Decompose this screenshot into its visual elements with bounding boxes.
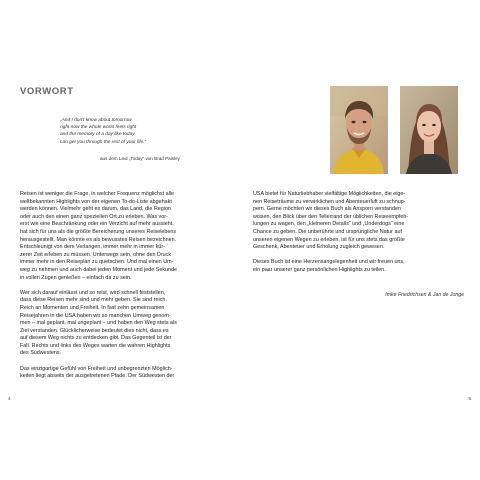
author-signature: Imke Friedrichsen & Jan de Jonge [385, 292, 464, 298]
page-number-right: 5 [468, 397, 471, 402]
right-page [240, 0, 480, 480]
woman-portrait-image [400, 86, 458, 174]
text-line: Das einzigartige Gefühl von Freiheit und unbegrenzten Möglich- [20, 365, 173, 372]
text-line: werden können. Vielmehr geht es darum, das Land, die Region [20, 206, 171, 213]
text-line: keiten liegt abseits der ausgetretenen Pfade. Der Südwesten der [20, 373, 175, 380]
author-photo-man [330, 86, 388, 174]
text-line: nen Reiseträume zu verwirklichen und Abenteuerluft zu schnup- [253, 198, 406, 205]
chapter-heading: VORWORT [20, 86, 74, 97]
text-line: in vollen Zügen genießen – einfach da zu sein. [20, 274, 132, 281]
text-line: Geschenk, Abenteuer und Erholung zugleich gewesen. [253, 244, 385, 251]
text-line: unseren eigenen Wegen zu erleben, ist für uns stets das größte [253, 236, 405, 243]
text-line: weltbekannten Highlights von der eigenen To-do-Liste abgehakt [20, 198, 172, 205]
text-line: Entschleunigt von dem Verlangen, immer mehr in immer kür- [20, 244, 166, 251]
page-number-left: 4 [8, 397, 11, 402]
text-line: zerer Zeit erleben zu müssen. Unterwegs sein, ohne den Druck [20, 251, 172, 258]
epigraph-quote [60, 117, 225, 146]
text-line: ein paar unserer ganz persönlichen Highlights zu teilen. [253, 266, 386, 273]
text-line: weg zu nehmen und auch dabei jeden Moment und jede Sekunde [20, 266, 178, 273]
text-line: Reich an Momenten und Freiheit. In fast zehn gemeinsamen [20, 304, 165, 311]
text-line: des Südwestens. [20, 350, 62, 357]
paragraph-gap [20, 282, 232, 290]
text-line: dass diese Reisen mehr sind und mehr geben. Sie sind reich. [20, 297, 167, 304]
quote-line: „And I don't know about tomorrow [60, 118, 132, 123]
text-line: pern. Gerne möchten wir dieses Buch als Ansporn verstanden [253, 206, 402, 213]
paragraph-gap [20, 358, 232, 366]
text-line: men – mal geplant, mal ungeplant – und haben den Weg stets als [20, 320, 177, 327]
man-portrait-image [330, 86, 388, 174]
text-line: Dieses Buch ist eine Herzensangelegenheit und wir freuen uns, [253, 259, 405, 266]
text-line: Reisen ist weniger die Frage, in welcher Frequenz möglichst alle [20, 191, 175, 197]
text-line: Chance zu geben. Die unberührte und ursprüngliche Natur auf [253, 228, 402, 235]
text-line: erst wie eine Beschränkung oder ein Verzicht auf mehr aussieht, [20, 221, 174, 228]
text-line: Ziel verstanden. Glücklicherweise bedeutet dies nicht, dass es [20, 327, 169, 334]
quote-line: right now the whole world feels right [60, 125, 137, 131]
author-photo-woman [400, 86, 458, 174]
paragraph-gap [253, 252, 465, 260]
text-line: Wer sich darauf einlässt und so reist, wird schnell feststellen, [20, 289, 166, 296]
text-line: USA bietet für Naturliebhaber vielfältige Möglichkeiten, die eige- [253, 191, 406, 197]
text-line: Reisejahren in die USA haben wir so manchen Umweg genom- [20, 312, 171, 319]
left-body-text [20, 191, 232, 381]
text-line: auf diesem Weg nichts zu entdecken gibt. Das Gegenteil ist der [20, 335, 172, 342]
text-line: oder auch den einen ganz speziellen Ort zu erleben. Was vor- [20, 213, 168, 220]
quote-attribution: aus dem Lied „Today“ von Brad Paisley [100, 156, 180, 161]
quote-line: can get you through the rest of your life.“ [60, 139, 147, 145]
text-line: wissen, den Blick über den Tellerrand der üblichen Reiseempfeh- [253, 213, 409, 220]
quote-line: and the memory of a day like today [60, 132, 135, 138]
text-line: herausgestellt. Man könnte es als bewusstes Reisen bezeichnen. [20, 236, 177, 243]
text-line: immer mehr in den Reiseplan zu quetschen. Und mal einen Um- [20, 259, 174, 266]
text-line: Fall. Rechts und links des Weges warten die wahren Highlights [20, 342, 171, 349]
right-body-text [253, 191, 465, 275]
text-line: lungen zu wagen, den „kleineren Details“ und „Underdogs“ eine [253, 221, 405, 228]
text-line: hat sich für uns als die größte Bereicherung unseres Reiselebens [20, 228, 177, 235]
